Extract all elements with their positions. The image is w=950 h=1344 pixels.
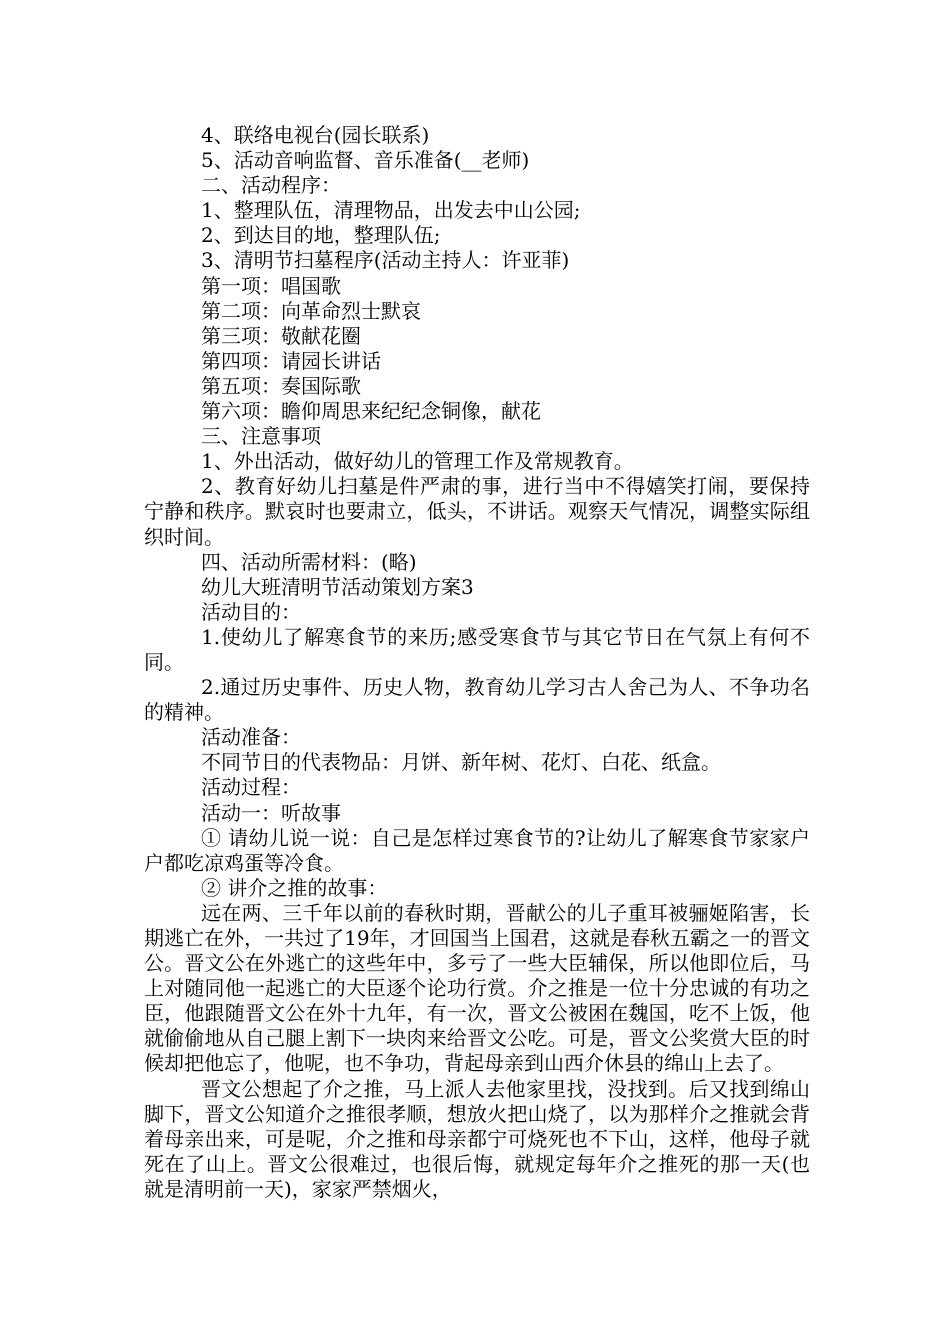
text-line: 4、联络电视台(园长联系): [201, 123, 430, 147]
program-item: 第五项：奏国际歌: [201, 373, 361, 398]
text-line: 不同节日的代表物品：月饼、新年树、花灯、白花、纸盒。: [201, 750, 721, 775]
text-line: 2、到达目的地，整理队伍;: [201, 223, 441, 248]
text-line: 3、清明节扫墓程序(活动主持人：许亚菲): [201, 248, 570, 273]
section-heading: 活动过程：: [201, 775, 301, 800]
story-paragraph: 晋文公想起了介之推，马上派人去他家里找，没找到。后又找到绵山脚下，晋文公知道介之推很孝顺，想放火把山烧了，以为那样介之推就会背着母亲出来，可是呢，介之推和母亲都宁可烧死也不下山，这样，他母子就死在了山上。晋文公很难过，也很后悔，就规定每年介之推死的那一天(也就是清明前一天)，家家严禁烟火，: [144, 1076, 810, 1201]
paragraph: 2、教育好幼儿扫墓是件严肃的事，进行当中不得嬉笑打闹，要保持宁静和秩序。默哀时也要肃立，低头，不讲话。观察天气情况，调整实际组织时间。: [144, 474, 810, 549]
section-heading: 四、活动所需材料：(略): [201, 549, 417, 574]
text-line: 活动一：听故事: [201, 800, 341, 825]
text-line: ② 讲介之推的故事：: [201, 875, 388, 900]
story-paragraph: 远在两、三千年以前的春秋时期，晋献公的儿子重耳被骊姬陷害，长期逃亡在外，一共过了19年，才回国当上国君，这就是春秋五霸之一的晋文公。晋文公在外逃亡的这些年中，多亏了一些大臣辅保，所以他即位后，马上对随同他一起逃亡的大臣逐个论功行赏。介之推是一位十分忠诚的有功之臣，他跟随晋文公在外十九年，有一次，晋文公被困在魏国，吃不上饭，他就偷偷地从自己腿上割下一块肉来给晋文公吃。可是，晋文公奖赏大臣的时候却把他忘了，他呢，也不争功，背起母亲到山西介休县的绵山上去了。: [144, 900, 810, 1076]
paragraph: 2.通过历史事件、历史人物，教育幼儿学习古人舍己为人、不争功名的精神。: [144, 675, 810, 725]
text-line: 1、外出活动，做好幼儿的管理工作及常规教育。: [201, 449, 634, 474]
paragraph: ① 请幼儿说一说：自己是怎样过寒食节的?让幼儿了解寒食节家家户户都吃凉鸡蛋等冷食。: [144, 825, 810, 875]
document-title: 幼儿大班清明节活动策划方案3: [201, 574, 474, 599]
section-heading: 三、注意事项: [201, 424, 321, 449]
program-item: 第六项：瞻仰周思来纪纪念铜像，献花: [201, 399, 541, 424]
text-line: 5、活动音响监督、音乐准备(__老师): [201, 148, 530, 173]
text-line: 1、整理队伍，清理物品，出发去中山公园;: [201, 198, 581, 223]
program-item: 第四项：请园长讲话: [201, 348, 381, 373]
program-item: 第一项：唱国歌: [201, 273, 341, 298]
paragraph: 1.使幼儿了解寒食节的来历;感受寒食节与其它节日在气氛上有何不同。: [144, 624, 810, 674]
section-heading: 活动目的：: [201, 599, 301, 624]
section-heading: 活动准备：: [201, 725, 301, 750]
program-item: 第三项：敬献花圈: [201, 323, 361, 348]
document-page: [144, 123, 810, 1202]
section-heading: 二、活动程序：: [201, 173, 341, 198]
program-item: 第二项：向革命烈士默哀: [201, 298, 421, 323]
